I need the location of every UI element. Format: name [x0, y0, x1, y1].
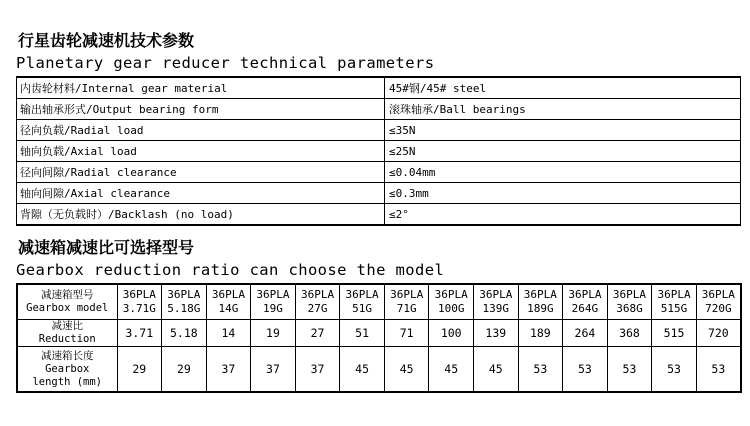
parameter-value: ≤0.04mm — [385, 162, 741, 183]
model-cell — [162, 284, 207, 320]
models-table — [16, 283, 742, 393]
ratio-label-en: Reduction — [38, 333, 96, 345]
length-row — [17, 347, 741, 393]
model-cell — [563, 284, 608, 320]
ratio-cell: 3.71 — [117, 320, 162, 347]
model-series: 36PLA — [167, 288, 201, 301]
length-cell: 53 — [652, 347, 697, 393]
length-cell: 45 — [340, 347, 385, 393]
model-series: 36PLA — [657, 288, 691, 301]
model-suffix: 264G — [571, 302, 599, 315]
ratio-cell: 189 — [518, 320, 563, 347]
model-series: 36PLA — [345, 288, 379, 301]
model-cell — [117, 284, 162, 320]
model-cell — [295, 284, 340, 320]
parameter-label: 径向间隙/Radial clearance — [17, 162, 385, 183]
ratio-cell: 27 — [295, 320, 340, 347]
model-cell — [251, 284, 296, 320]
parameter-row — [17, 162, 741, 183]
model-cell — [607, 284, 652, 320]
model-series: 36PLA — [434, 288, 468, 301]
ratio-cell: 264 — [563, 320, 608, 347]
parameter-value: 45#钢/45# steel — [385, 77, 741, 99]
parameter-label: 背隙（无负载时）/Backlash (no load) — [17, 204, 385, 226]
model-cell — [518, 284, 563, 320]
model-series: 36PLA — [479, 288, 513, 301]
parameter-value: ≤0.3mm — [385, 183, 741, 204]
length-label-cn: 减速箱长度 — [41, 349, 94, 362]
ratio-cell: 5.18 — [162, 320, 207, 347]
ratio-cell: 71 — [384, 320, 429, 347]
length-label-en: Gearbox — [45, 362, 90, 375]
model-suffix: 189G — [527, 302, 554, 315]
model-suffix: 139G — [482, 302, 510, 315]
length-cell: 53 — [563, 347, 608, 393]
parameter-label: 径向负载/Radial load — [17, 120, 385, 141]
model-series: 36PLA — [122, 288, 156, 301]
ratio-cell: 19 — [251, 320, 296, 347]
model-series: 36PLA — [523, 288, 557, 301]
length-label-en2: length (mm) — [32, 375, 103, 388]
parameter-row — [17, 77, 741, 99]
ratio-label-cn: 减速比 — [51, 320, 83, 332]
model-suffix: 19G — [263, 302, 283, 315]
ratio-cell: 720 — [696, 320, 741, 347]
ratio-cell: 51 — [340, 320, 385, 347]
length-cell: 37 — [295, 347, 340, 393]
parameter-value: ≤25N — [385, 141, 741, 162]
model-label-cn: 减速箱型号 — [41, 289, 94, 301]
model-row-header — [17, 284, 117, 320]
length-cell: 53 — [696, 347, 741, 393]
parameters-table — [16, 76, 741, 226]
section2-title-en: Gearbox reduction ratio can choose the model — [16, 261, 445, 279]
model-cell — [429, 284, 474, 320]
parameter-label: 轴向间隙/Axial clearance — [17, 183, 385, 204]
parameter-row — [17, 183, 741, 204]
model-series: 36PLA — [568, 288, 602, 301]
ratio-cell: 139 — [474, 320, 519, 347]
parameter-value: 滚珠轴承/Ball bearings — [385, 99, 741, 120]
model-series: 36PLA — [701, 288, 735, 301]
model-row — [17, 284, 741, 320]
model-series: 36PLA — [300, 288, 335, 301]
model-suffix: 14G — [218, 302, 239, 315]
model-cell — [340, 284, 385, 320]
model-suffix: 5.18G — [167, 302, 201, 315]
length-cell: 53 — [607, 347, 652, 393]
length-cell: 29 — [162, 347, 207, 393]
parameter-row — [17, 120, 741, 141]
parameter-label: 输出轴承形式/Output bearing form — [17, 99, 385, 120]
length-cell: 53 — [518, 347, 563, 393]
model-series: 36PLA — [612, 288, 647, 301]
length-cell: 37 — [206, 347, 251, 393]
parameter-value: ≤35N — [385, 120, 741, 141]
section1-title-en: Planetary gear reducer technical parameters — [16, 54, 435, 72]
length-cell: 45 — [384, 347, 429, 393]
parameter-value: ≤2° — [385, 204, 741, 226]
model-suffix: 51G — [352, 302, 373, 315]
model-cell — [652, 284, 697, 320]
model-suffix: 100G — [437, 302, 465, 315]
length-cell: 45 — [474, 347, 519, 393]
section1-title-cn: 行星齿轮减速机技术参数 — [18, 31, 195, 50]
model-series: 36PLA — [390, 288, 424, 301]
model-label-en: Gearbox model — [26, 302, 109, 314]
model-series: 36PLA — [211, 288, 245, 301]
model-cell — [206, 284, 251, 320]
length-cell: 37 — [251, 347, 296, 393]
length-cell: 45 — [429, 347, 474, 393]
parameter-label: 内齿轮材料/Internal gear material — [17, 77, 385, 99]
ratio-cell: 14 — [206, 320, 251, 347]
model-series: 36PLA — [256, 288, 290, 301]
ratio-cell: 368 — [607, 320, 652, 347]
model-suffix: 71G — [396, 302, 417, 315]
parameter-label: 轴向负载/Axial load — [17, 141, 385, 162]
model-suffix: 368G — [616, 302, 643, 315]
model-cell — [696, 284, 741, 320]
ratio-row-header — [17, 320, 117, 347]
model-suffix: 27G — [307, 302, 328, 315]
parameter-row — [17, 204, 741, 226]
ratio-row — [17, 320, 741, 347]
parameter-row — [17, 141, 741, 162]
length-cell: 29 — [117, 347, 162, 393]
model-suffix: 720G — [705, 302, 732, 315]
parameter-row — [17, 99, 741, 120]
model-cell — [474, 284, 519, 320]
model-suffix: 3.71G — [122, 302, 156, 315]
model-cell — [384, 284, 429, 320]
ratio-cell: 100 — [429, 320, 474, 347]
ratio-cell: 515 — [652, 320, 697, 347]
model-suffix: 515G — [660, 302, 688, 315]
length-row-header — [17, 347, 117, 393]
section2-title-cn: 减速箱减速比可选择型号 — [18, 238, 195, 257]
